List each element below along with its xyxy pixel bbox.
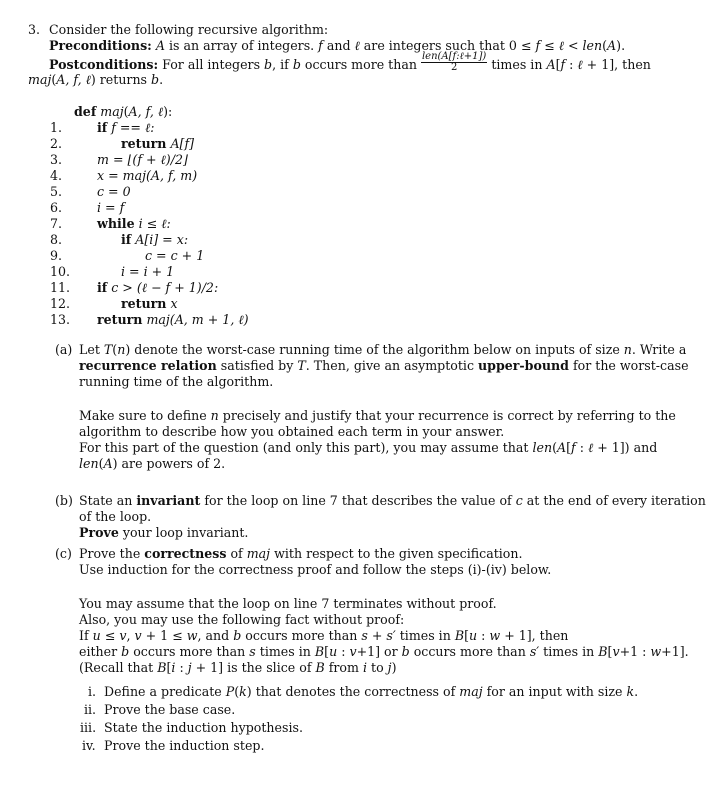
code-line: c = 0	[97, 184, 131, 199]
step-text: Prove the base case.	[104, 702, 236, 717]
code-line: return x	[121, 296, 178, 311]
code-line: c = c + 1	[145, 248, 205, 263]
line-number: 1.	[50, 120, 63, 135]
postcondition-fraction: $\frac{\text{len(A[f:ℓ+1])}}{2}$	[421, 51, 487, 73]
postconditions-cont: maj(A, f, ℓ) returns b.	[28, 72, 164, 87]
step-text: Define a predicate P(k) that denotes the correctness of maj for an input with size k.	[104, 684, 639, 699]
line-number: 5.	[50, 184, 63, 199]
line-number: 2.	[50, 136, 63, 151]
code-line: x = maj(A, f, m)	[97, 168, 198, 183]
question-number: 3.	[28, 22, 41, 37]
code-line: i = f	[97, 200, 125, 215]
preconditions-label: Preconditions:	[49, 38, 152, 53]
part-b-line2: of the loop.	[79, 509, 152, 524]
step-number: iii.	[80, 720, 97, 735]
part-a-line7: len(A) are powers of 2.	[79, 456, 226, 471]
code-line: while i ≤ ℓ:	[97, 216, 171, 231]
part-c-label: (c)	[55, 546, 72, 561]
part-a-line3: running time of the algorithm.	[79, 374, 274, 389]
postconditions: Postconditions: For all integers b, if b occurs more than $\frac{\text{len(A[f:ℓ+1])}}{2}$ times in A[f : ℓ + 1], then	[49, 51, 651, 73]
part-a-line1: Let T(n) denote the worst-case running time of the algorithm below on inputs of size n. Write a	[79, 342, 687, 357]
code-line: i = i + 1	[121, 264, 175, 279]
part-a-line4: Make sure to define n precisely and justify that your recurrence is correct by referring to the	[79, 408, 676, 423]
part-c-fact1: You may assume that the loop on line 7 terminates without proof.	[79, 596, 497, 611]
code-line: if A[i] = x:	[121, 232, 189, 247]
part-c-fact5: (Recall that B[i : j + 1] is the slice of B from i to j)	[79, 660, 397, 675]
code-line: return A[f]	[121, 136, 195, 151]
question-intro: Consider the following recursive algorithm:	[49, 22, 329, 37]
part-b-label: (b)	[55, 493, 73, 508]
line-number: 8.	[50, 232, 63, 247]
step-number: iv.	[82, 738, 96, 753]
line-number: 9.	[50, 248, 63, 263]
line-number: 6.	[50, 200, 63, 215]
part-c-line2: Use induction for the correctness proof and follow the steps (i)-(iv) below.	[79, 562, 552, 577]
code-line: if f == ℓ:	[97, 120, 155, 135]
step-text: Prove the induction step.	[104, 738, 265, 753]
line-number: 13.	[50, 312, 71, 327]
part-a-line2: recurrence relation satisfied by T. Then, give an asymptotic upper-bound for the worst-case	[79, 358, 689, 373]
part-c-fact3: If u ≤ v, v + 1 ≤ w, and b occurs more than s + s′ times in B[u : w + 1], then	[79, 628, 569, 643]
part-a-line5: algorithm to describe how you obtained each term in your answer.	[79, 424, 505, 439]
line-number: 3.	[50, 152, 63, 167]
part-b-line3: Prove your loop invariant.	[79, 525, 249, 540]
step-text: State the induction hypothesis.	[104, 720, 303, 735]
line-number: 10.	[50, 264, 71, 279]
part-a-line6: For this part of the question (and only this part), you may assume that len(A[f : ℓ + 1]) and	[79, 440, 658, 455]
part-c-fact2: Also, you may use the following fact without proof:	[79, 612, 405, 627]
line-number: 11.	[50, 280, 71, 295]
part-b-line1: State an invariant for the loop on line 7 that describes the value of c at the end of every iteration	[79, 493, 706, 508]
code-line: m = ⌊(f + ℓ)/2⌋	[97, 152, 188, 167]
postconditions-label: Postconditions:	[49, 57, 159, 72]
code-line: return maj(A, m + 1, ℓ)	[97, 312, 249, 327]
part-c-fact4: either b occurs more than s times in B[u : v+1] or b occurs more than s′ times in B[v+1 : w+1].	[79, 644, 689, 659]
step-number: i.	[88, 684, 97, 699]
line-number: 7.	[50, 216, 63, 231]
part-c-line1: Prove the correctness of maj with respect to the given specification.	[79, 546, 523, 561]
step-number: ii.	[84, 702, 97, 717]
code-line: if c > (ℓ − f + 1)/2:	[97, 280, 219, 295]
line-number: 4.	[50, 168, 63, 183]
code-def-line: def maj(A, f, ℓ):	[74, 104, 173, 119]
preconditions: Preconditions: A is an array of integers. f and ℓ are integers such that 0 ≤ f ≤ ℓ < len(A).	[49, 38, 626, 53]
line-number: 12.	[50, 296, 71, 311]
part-a-label: (a)	[55, 342, 73, 357]
